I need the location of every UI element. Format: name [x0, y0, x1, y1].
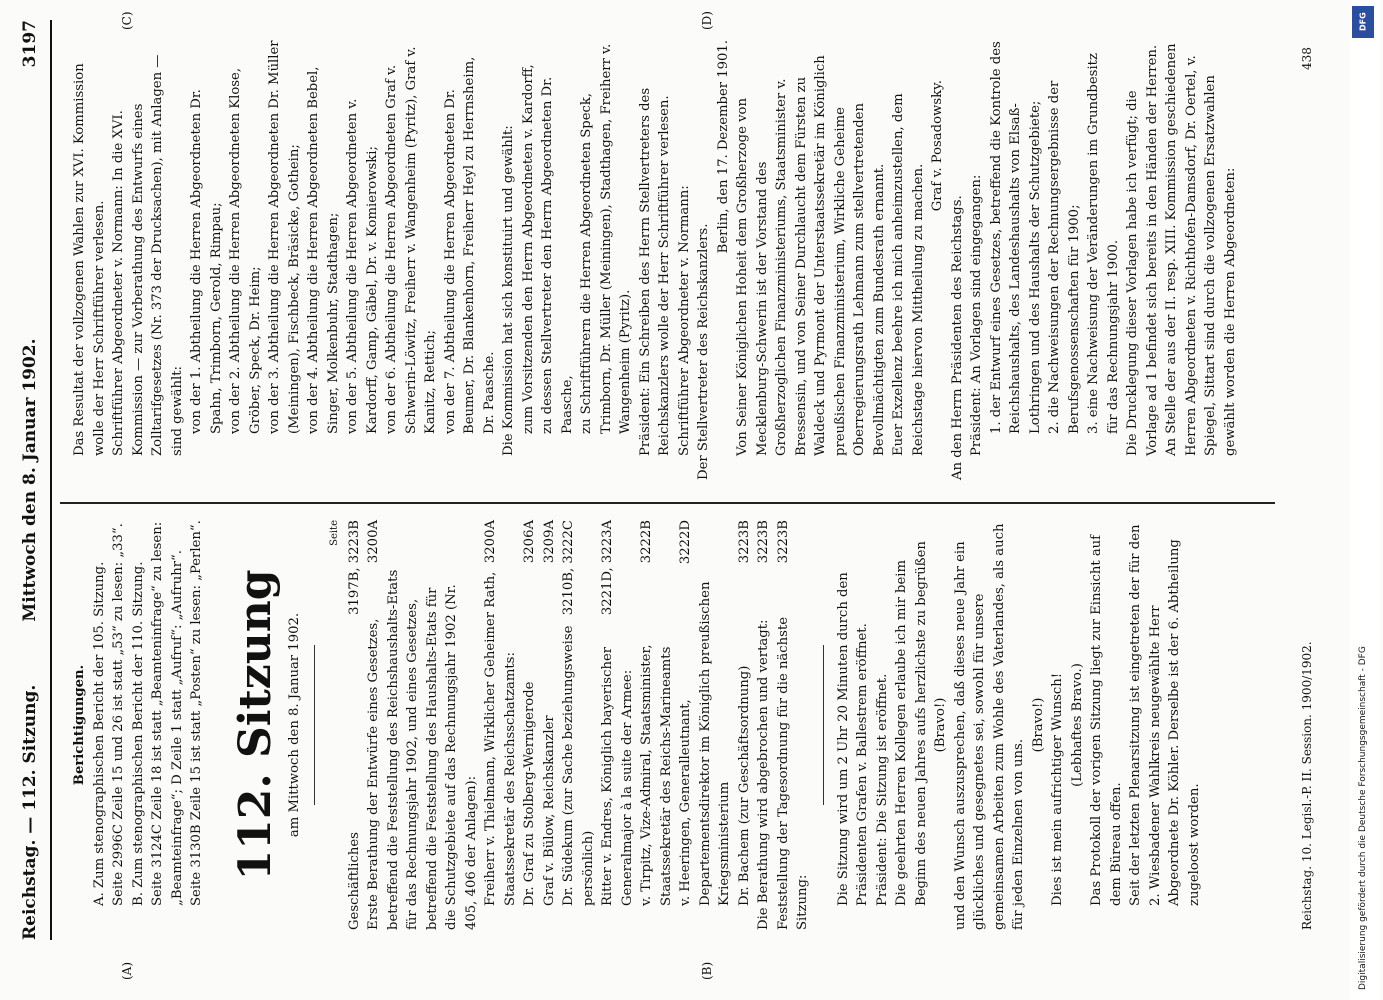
- body-paragraph: von der 3. Abtheilung die Herren Abgeordneten Dr. Müller (Meiningen), Fischbeck, Bräsicke, Gothein;: [267, 40, 302, 434]
- correction-line: Seite 3124C Zeile 18 ist statt „Beamteninfrage“ zu lesen: „Beamteinfrage“; D Zeile 1 statt „Aufruf“: „Aufruhr“.: [150, 521, 185, 906]
- right-column: [70, 40, 1240, 480]
- toc-entry-page: 3223B: [775, 520, 791, 564]
- body-paragraph: von der 2. Abtheilung die Herren Abgeordneten Klose, Gröber, Speck, Dr. Heim;: [228, 67, 263, 434]
- toc-entry-page: 3200A: [366, 520, 381, 564]
- column-divider: [60, 502, 1275, 504]
- body-paragraph: (Bravo!): [933, 697, 948, 753]
- toc-entry-text: Die Berathung wird abgebrochen und vertagt:: [756, 619, 771, 930]
- toc-entry-text: v. Heeringen, Generalleutnant, Departementsdirektor im Königlich preußischen Kriegsministerium: [678, 581, 732, 906]
- body-paragraph: Präsident: Ein Schreiben des Herrn Stellvertreters des Reichskanzlers wolle der Herr Schriftführer verlesen.: [637, 87, 672, 456]
- body-paragraph: An Stelle der aus der II. resp. XIII. Kommission geschiedenen Herren Abgeordneten v. Richthofen-Damsdorf, Dr. Oertel, v. Spiegel, Sittart sind durch die vollzogenen Ersatzwahlen gewählt worden die Herren Abgeordneten:: [1164, 43, 1238, 456]
- body-paragraph: von der 5. Abtheilung die Herren Abgeordneten v. Kardorff, Gamp, Gäbel, Dr. v. Komierowski;: [345, 98, 380, 434]
- body-paragraph: (Bravo!): [1030, 697, 1046, 753]
- correction-line: Seite 3130B Zeile 15 ist statt „Posten“ zu lesen: „Perlen“.: [189, 520, 204, 906]
- body-paragraph: 3. eine Nachweisung der Veränderungen im Grundbesitz für das Rechnungsjahr 1900.: [1086, 53, 1121, 434]
- footer-signature: 438: [1300, 47, 1314, 70]
- body-paragraph: von der 6. Abtheilung die Herren Abgeordneten Graf v. Schwerin-Löwitz, Freiherr v. Wangenheim (Pyritz), Graf v. Kanitz, Rettich;: [384, 46, 438, 434]
- toc-entry-text: Ritter v. Endres, Königlich bayerischer Generalmajor à la suite der Armee:: [600, 646, 635, 906]
- toc-entry-text: Graf v. Bülow, Reichskanzler: [541, 715, 557, 906]
- body-paragraph: Graf v. Posadowsky.: [930, 80, 945, 212]
- toc-row: [540, 520, 560, 930]
- corrections-title: Berichtigungen.: [72, 664, 87, 786]
- toc-entry-text: Feststellung der Tagesordnung für die nächste Sitzung:: [775, 616, 810, 930]
- toc-entry-text: Dr. Graf zu Stolberg-Wernigerode: [522, 681, 537, 906]
- separator-rule: [823, 645, 824, 805]
- toc-row: [481, 520, 520, 930]
- body-paragraph: Euer Exzellenz beehre ich mich anheimzustellen, dem Reichstage hiervon Mittheilung zu machen.: [891, 93, 926, 456]
- running-header: [10, 20, 52, 940]
- toc-entry-page: 3223B: [756, 520, 771, 564]
- toc-row: [598, 520, 637, 930]
- body-paragraph: zu dessen Stellvertreter den Herrn Abgeordneten Dr. Paasche,: [540, 76, 575, 434]
- body-paragraph: An den Herrn Präsidenten des Reichstags.: [949, 195, 965, 480]
- toc-row: [559, 520, 598, 930]
- body-paragraph: und den Wunsch auszusprechen, daß dieses neue Jahr ein glückliches und gesegnetes sei, sowohl für unsere gemeinsamen Arbeiten zum Wohle des Vaterlandes, als auch für jeden Einzelnen von uns.: [952, 523, 1026, 930]
- header-center: Mittwoch den 8. Januar 1902.: [20, 338, 40, 622]
- body-paragraph: Das Resultat der vollzogenen Wahlen zur XVI. Kommission wolle der Herr Schriftführer verlesen.: [72, 63, 107, 456]
- session-date: am Mittwoch den 8. Januar 1902.: [286, 612, 302, 838]
- toc-entry-page: 3200A: [483, 520, 498, 564]
- body-paragraph: zu Schriftführern die Herren Abgeordneten Speck, Trimborn, Dr. Müller (Meiningen), Stadthagen, Freiherr v. Wangenheim (Pyritz).: [579, 43, 633, 434]
- dfg-logo: DFG: [1352, 6, 1374, 38]
- body-paragraph: von der 1. Abtheilung die Herren Abgeordneten Dr. Spahn, Trimborn, Gerold, Rimpau;: [189, 89, 224, 434]
- toc-entry-page: 3209A: [541, 520, 557, 564]
- body-paragraph: Die Sitzung wird um 2 Uhr 20 Minuten durch den Präsidenten Grafen v. Ballestrem eröffnet.: [835, 572, 870, 906]
- toc-entry-text: Erste Berathung der Entwürfe eines Gesetzes, betreffend die Feststellung des Reichshaushalts-Etats für das Rechnungsjahr 1902, und eines Gesetzes, betreffend die Feststellung des Haushalts-Etats für die Schutzgebiete auf das Rechnungsjahr 1902 (Nr. 405, 406 der Anlagen):: [366, 569, 479, 930]
- toc-entry-page: 3222B: [639, 520, 654, 564]
- margin-tag-d: (D): [700, 11, 714, 30]
- body-paragraph: von der 4. Abtheilung die Herren Abgeordneten Bebel, Singer, Molkenbuhr, Stadthagen;: [306, 66, 341, 434]
- left-column: [70, 520, 1204, 930]
- correction-line: A. Zum stenographischen Bericht der 105. Sitzung.: [91, 561, 107, 906]
- separator-rule: [314, 645, 315, 805]
- correction-line: B. Zum stenographischen Bericht der 110. Sitzung.: [130, 561, 146, 906]
- toc-entry-page: 3210B, 3222C: [561, 520, 576, 616]
- margin-tag-c: (C): [120, 11, 134, 30]
- session-title: 112. Sitzung: [229, 569, 281, 881]
- body-paragraph: Präsident: An Vorlagen sind eingegangen:: [969, 174, 984, 456]
- toc-row: [364, 520, 481, 930]
- footer-left: Reichstag. 10. Legisl.-P. II. Session. 1900/1902.: [1300, 641, 1314, 930]
- body-paragraph: Von Seiner Königlichen Hoheit dem Großherzoge von Mecklenburg-Schwerin ist der Vorstand des Großherzoglichen Finanzministeriums, Staatsminister v. Bressensin, und von Seiner Durchlaucht dem Fürsten zu Waldeck und Pyrmont der Unterstaatssekretär im Königlich preußischen Finanzministerium, Wirkliche Geheime Oberregierungsrath Lehmann zum stellvertretenden Bevollmächtigten zum Bundesrath ernannt.: [735, 55, 887, 456]
- toc-entry-page: 3223B: [736, 520, 752, 564]
- toc-row: [520, 520, 540, 930]
- body-paragraph: Schriftführer Abgeordneter v. Normann: In die XVI. Kommission — zur Vorberathung des Entwurfs eines Zolltarifgesetzes (Nr. 373 der Drucksachen), mit Anlagen — sind gewählt:: [111, 54, 185, 456]
- body-paragraph: (Lebhaftes Bravo.): [1069, 663, 1085, 787]
- body-paragraph: Der Stellvertreter des Reichskanzlers.: [696, 223, 711, 480]
- digitization-credit: Digitalisierung gefördert durch die Deutsche Forschungsgemeinschaft - DFG: [1358, 646, 1368, 990]
- toc-entry-page: 3222D: [678, 520, 693, 565]
- toc-entry-page: 3206A: [522, 520, 537, 564]
- toc-entry-text: Geschäftliches: [346, 832, 362, 930]
- body-paragraph: Dies ist mein aufrichtiger Wunsch!: [1050, 672, 1065, 906]
- toc-entry-page: 3221D, 3223A: [600, 520, 615, 616]
- body-paragraph: Präsident: Die Sitzung ist eröffnet.: [874, 673, 890, 906]
- table-of-contents: [345, 520, 813, 930]
- body-paragraph: Berlin, den 17. Dezember 1901.: [715, 40, 731, 254]
- header-left: Reichstag. — 112. Sitzung.: [20, 684, 40, 940]
- body-paragraph: 2. die Nachweisungen der Rechnungsergebnisse der Berufsgenossenschaften für 1900;: [1047, 80, 1082, 434]
- toc-page-label: Seite: [329, 520, 340, 546]
- toc-row: [754, 520, 774, 930]
- page-number: 3197: [20, 20, 40, 68]
- body-paragraph: Schriftführer Abgeordneter v. Normann:: [676, 185, 692, 456]
- body-paragraph: Die geehrten Herren Kollegen erlaube ich mir beim Beginn des neuen Jahres aufs herzlichste zu begrüßen: [894, 541, 929, 906]
- body-paragraph: Das Protokoll der vorigen Sitzung liegt zur Einsicht auf dem Büreau offen.: [1089, 534, 1124, 906]
- toc-row: [637, 520, 676, 930]
- body-paragraph: Die Kommission hat sich konstituirt und gewählt:: [501, 125, 516, 456]
- toc-row: [735, 520, 755, 930]
- body-paragraph: zum Vorsitzenden den Herrn Abgeordneten v. Kardorff,: [520, 64, 536, 434]
- toc-row: [345, 520, 365, 930]
- body-paragraph: Seit der letzten Plenarsitzung ist eingetreten der für den 2. Wiesbadener Wahlkreis neugewählte Herr Abgeordnete Dr. Köhler. Derselbe ist der 6. Abtheilung zugeloost worden.: [1128, 524, 1202, 906]
- toc-row: [774, 520, 813, 930]
- body-paragraph: 1. der Entwurf eines Gesetzes, betreffend die Kontrole des Reichshaushalts, des Landeshaushalts von Elsaß-Lothringen und des Haushalts der Schutzgebiete;: [988, 41, 1043, 434]
- toc-entry-text: Freiherr v. Thielmann, Wirklicher Geheimer Rath, Staatssekretär des Reichsschatzamts:: [483, 571, 518, 906]
- body-paragraph: von der 7. Abtheilung die Herren Abgeordneten Dr. Beumer, Dr. Blankenhorn, Freiherr Heyl zu Herrnsheim, Dr. Paasche.: [442, 56, 497, 434]
- toc-entry-text: Dr. Bachem (zur Geschäftsordnung): [736, 665, 752, 906]
- margin-tag-b: (B): [700, 961, 714, 980]
- toc-entry-text: v. Tirpitz, Vize-Admiral, Staatsminister, Staatssekretär des Reichs-Marineamts: [639, 644, 674, 906]
- toc-row: [676, 520, 735, 930]
- toc-entry-page: 3197B, 3223B: [346, 520, 362, 615]
- correction-line: Seite 2996C Zeile 15 und 26 ist statt „53“ zu lesen: „33“.: [111, 523, 126, 906]
- toc-entry-text: Dr. Südekum (zur Sache beziehungsweise persönlich): [561, 625, 596, 906]
- margin-tag-a: (A): [120, 961, 134, 980]
- body-paragraph: Die Drucklegung dieser Vorlagen habe ich verfügt; die Vorlage ad 1 befindet sich bereits in den Händen der Herren.: [1125, 44, 1160, 456]
